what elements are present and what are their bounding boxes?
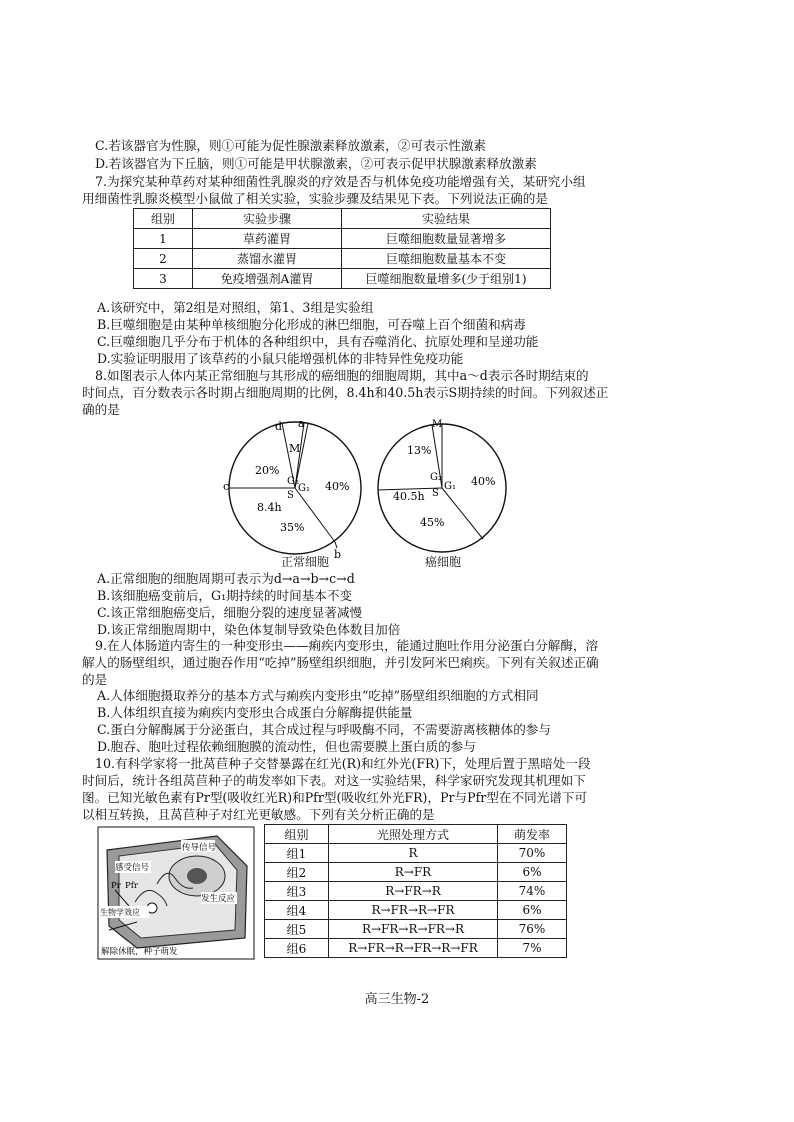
table-cell: 6% (498, 863, 567, 882)
table-header-cell: 光照处理方式 (329, 825, 498, 844)
pie-label-s-time: 8.4h (257, 501, 282, 514)
pie-label-20: 20% (255, 464, 280, 477)
option-d-prev: D.若该器官为下丘脑，则①可能是甲状腺激素，②可表示促甲状腺激素释放激素 (95, 156, 537, 171)
pie-label-g1: G₁ (444, 481, 456, 492)
pie-label-a: a (298, 417, 305, 430)
question-9-stem-cont: 解人的肠壁组织，通过胞吞作用“吃掉”肠壁组织细胞，并引发阿米巴痢疾。下列有关叙述正确 (82, 655, 599, 670)
question-10-stem-end: 以相互转换，且莴苣种子对红光更敏感。下列有关分析正确的是 (82, 807, 435, 822)
normal-cell-caption: 正常细胞 (280, 555, 329, 569)
option-9d: D.胞吞、胞吐过程依赖细胞膜的流动性，但也需要膜上蛋白质的参与 (97, 739, 476, 754)
table-cell: 74% (498, 882, 567, 901)
table-header-cell: 萌发率 (498, 825, 567, 844)
table-cell: 1 (134, 229, 193, 249)
figure-label-germinate: 解除休眠，种子萌发 (101, 947, 178, 957)
table-row (265, 901, 567, 920)
figure-label-react: 发生反应 (201, 894, 236, 904)
option-8d: D.该正常细胞周期中，染色体复制导致染色体数目加倍 (97, 622, 401, 637)
question-9-stem-end: 的是 (82, 672, 108, 687)
table-header-cell: 实验结果 (342, 209, 551, 229)
pie-label-d: d (275, 420, 283, 433)
table-cell: 7% (498, 939, 567, 958)
pie-label-13: 13% (407, 444, 432, 457)
table-cell: R→FR→R (329, 882, 498, 901)
question-8-stem: 8.如图表示人体内某正常细胞与其形成的癌细胞的细胞周期，其中a～d表示各时期结束的 (95, 368, 589, 383)
cancer-cell-pie (378, 419, 506, 552)
option-c-prev: C.若该器官为性腺，则①可能为促性腺激素释放激素，②可表示性激素 (95, 138, 487, 153)
table-header-cell: 组别 (265, 825, 329, 844)
table-row (134, 249, 551, 269)
table-cell: R→FR→R→FR (329, 901, 498, 920)
table-cell: 免疫增强剂A灌胃 (193, 269, 342, 289)
cell-cycle-figure (225, 418, 515, 566)
table-cell: 76% (498, 920, 567, 939)
cancer-cell-caption: 癌细胞 (424, 555, 461, 569)
pie-label-40: 40% (325, 480, 350, 493)
option-7c: C.巨噬细胞几乎分布于机体的各种组织中，具有吞噬消化、抗原处理和呈递功能 (97, 334, 539, 349)
option-7a: A.该研究中，第2组是对照组，第1、3组是实验组 (97, 300, 374, 315)
question-10-stem: 10.有科学家将一批莴苣种子交替暴露在红光(R)和红外光(FR)下，处理后置于黑暗处一段 (95, 756, 591, 771)
table-header-row (265, 825, 567, 844)
table-row (265, 844, 567, 863)
table-row (265, 882, 567, 901)
pie-label-40: 40% (471, 475, 496, 488)
question-10-stem-cont: 时间后，统计各组莴苣种子的萌发率如下表。对这一实验结果，科学家研究发现其机理如下 (82, 773, 586, 788)
option-8c: C.该正常细胞癌变后，细胞分裂的速度显著减慢 (97, 605, 363, 620)
table-row (265, 863, 567, 882)
table-cell: R→FR→R→FR→R (329, 920, 498, 939)
pie-label-35: 35% (280, 521, 305, 534)
table-cell: R→FR→R→FR→R→FR (329, 939, 498, 958)
figure-label-pr: Pr (111, 881, 121, 891)
option-9a: A.人体细胞摄取养分的基本方式与痢疾内变形虫“吃掉”肠壁组织细胞的方式相同 (97, 688, 539, 703)
pie-label-m: M (289, 442, 301, 455)
pie-label-c: c (223, 480, 230, 493)
table-row (265, 939, 567, 958)
experiment-table (133, 208, 551, 289)
option-8b: B.该细胞癌变前后，G₁期持续的时间基本不变 (97, 588, 353, 603)
question-8-stem-cont: 时间点，百分数表示各时期占细胞周期的比例，8.4h和40.5h表示S期持续的时间。下列叙述正 (82, 385, 609, 400)
pie-label-g2: G₂ (287, 476, 299, 487)
table-cell: 组1 (265, 844, 329, 863)
pie-label-g2: G₂ (430, 472, 442, 483)
table-cell: R→FR (329, 863, 498, 882)
table-cell: 组5 (265, 920, 329, 939)
table-cell: 组6 (265, 939, 329, 958)
table-header-row (134, 209, 551, 229)
table-cell: R (329, 844, 498, 863)
table-cell: 6% (498, 901, 567, 920)
table-cell: 草药灌胃 (193, 229, 342, 249)
table-cell: 巨噬细胞数量基本不变 (342, 249, 551, 269)
option-8a: A.正常细胞的细胞周期可表示为d→a→b→c→d (97, 571, 355, 586)
figure-label-pfr: Pfr (125, 881, 138, 891)
germination-table (264, 824, 567, 958)
option-7d: D.实验证明服用了该草药的小鼠只能增强机体的非特异性免疫功能 (97, 351, 464, 366)
question-7-stem: 7.为探究某种草药对某种细菌性乳腺炎的疗效是否与机体免疫功能增强有关，某研究小组 (95, 174, 586, 189)
table-cell: 组4 (265, 901, 329, 920)
table-row (265, 920, 567, 939)
table-row (134, 269, 551, 289)
pie-label-s-time: 40.5h (393, 490, 425, 503)
pie-label-s: S (287, 490, 294, 501)
pie-label-b: b (334, 548, 342, 561)
question-9-stem: 9.在人体肠道内寄生的一种变形虫——痢疾内变形虫，能通过胞吐作用分泌蛋白分解酶，溶 (95, 638, 599, 653)
pie-label-m: M (432, 419, 443, 430)
table-cell: 巨噬细胞数量显著增多 (342, 229, 551, 249)
option-7b: B.巨噬细胞是由某种单核细胞分化形成的淋巴细胞，可吞噬上百个细菌和病毒 (97, 317, 526, 332)
option-9b: B.人体组织直接为痢疾内变形虫合成蛋白分解酶提供能量 (97, 705, 413, 720)
question-7-stem-cont: 用细菌性乳腺炎模型小鼠做了相关实验，实验步骤及结果见下表。下列说法正确的是 (82, 191, 548, 206)
table-cell: 组3 (265, 882, 329, 901)
table-cell: 3 (134, 269, 193, 289)
table-cell: 2 (134, 249, 193, 269)
question-10-stem-cont2: 图。已知光敏色素有Pr型(吸收红光R)和Pfr型(吸收红外光FR)，Pr与Pfr型在不同光谱下可 (82, 790, 588, 805)
pie-label-45: 45% (420, 516, 445, 529)
pie-label-s: S (432, 488, 439, 499)
table-header-cell: 实验步骤 (193, 209, 342, 229)
table-cell: 70% (498, 844, 567, 863)
table-cell: 组2 (265, 863, 329, 882)
option-9c: C.蛋白分解酶属于分泌蛋白，其合成过程与呼吸酶不同，不需要游离核糖体的参与 (97, 722, 551, 737)
table-cell: 巨噬细胞数量增多(少于组别1) (342, 269, 551, 289)
figure-label-effect: 生物学效应 (100, 908, 140, 917)
phytochrome-mechanism-figure (97, 826, 255, 960)
pie-label-g1: G₁ (298, 483, 310, 494)
question-8-stem-end: 确的是 (82, 402, 120, 417)
figure-label-transmit: 传导信号 (182, 843, 217, 853)
table-row (134, 229, 551, 249)
figure-label-receive: 感受信号 (115, 863, 150, 873)
page-footer: 高三生物-2 (364, 992, 430, 1007)
table-cell: 蒸馏水灌胃 (193, 249, 342, 269)
normal-cell-pie (223, 417, 361, 561)
table-header-cell: 组别 (134, 209, 193, 229)
